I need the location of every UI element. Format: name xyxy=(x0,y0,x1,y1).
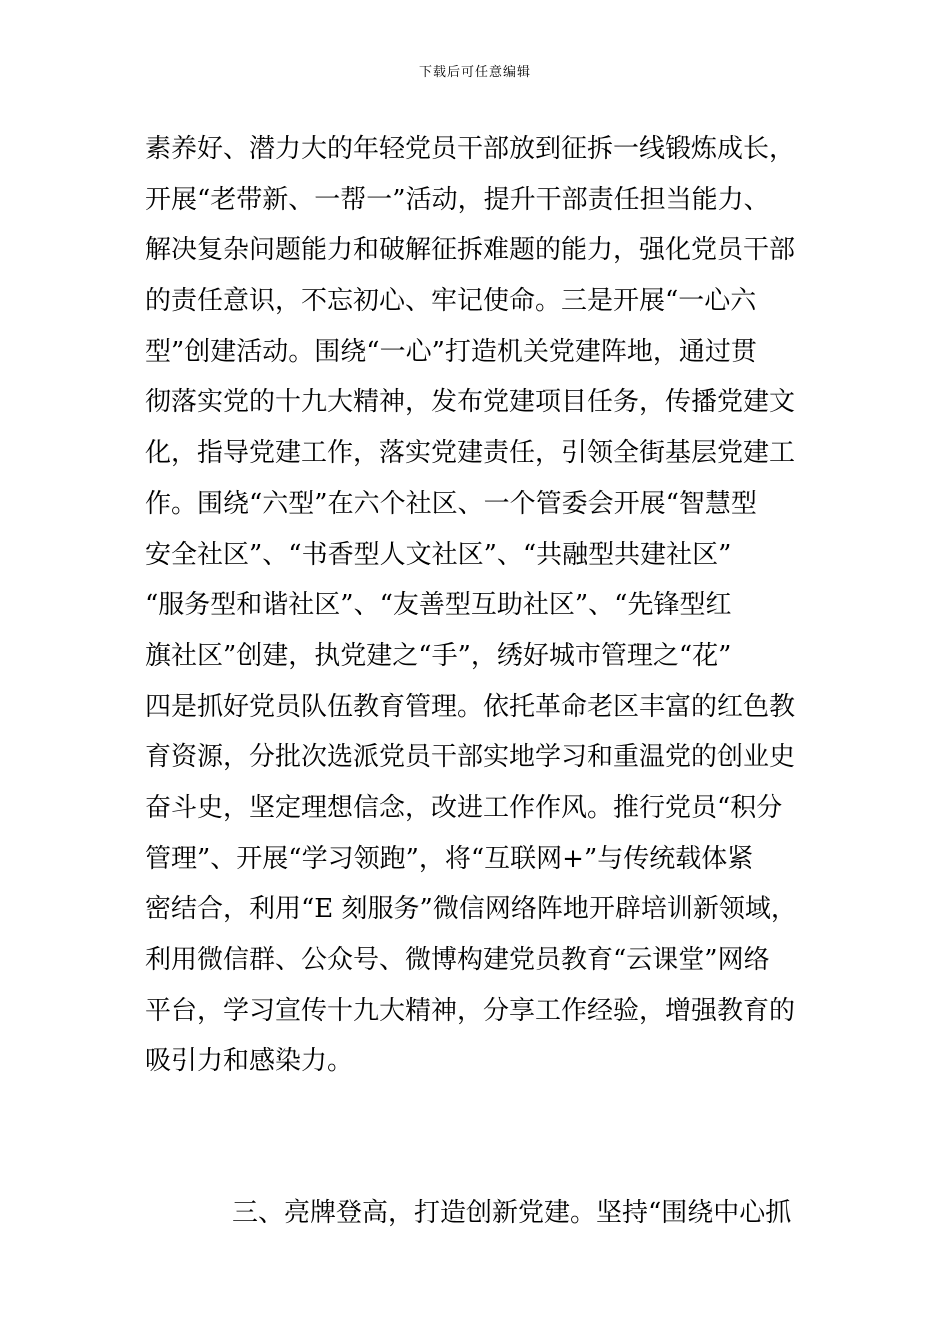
text-line: 开展“老带新、一帮一”活动，提升干部责任担当能力、 xyxy=(145,184,770,215)
text-line: 型”创建活动。围绕“一心”打造机关党建阵地，通过贯 xyxy=(145,336,757,367)
text-line: 四是抓好党员队伍教育管理。依托革命老区丰富的红色教 xyxy=(145,691,796,722)
text-line: 化，指导党建工作，落实党建责任，引领全街基层党建工 xyxy=(145,438,796,469)
text-line: 密结合，利用“E 刻服务”微信网络阵地开辟培训新领域， xyxy=(145,894,797,925)
paragraph-gap xyxy=(145,1087,825,1188)
text-line: 奋斗史，坚定理想信念，改进工作作风。推行党员“积分 xyxy=(145,792,783,823)
text-line: 彻落实党的十九大精神，发布党建项目任务，传播党建文 xyxy=(145,387,796,418)
text-line: 旗社区”创建，执党建之“手”，绣好城市管理之“花” xyxy=(145,640,732,671)
page-header: 下载后可任意编辑 xyxy=(418,65,531,80)
text-line: 利用微信群、公众号、微博构建党员教育“云课堂”网络 xyxy=(145,945,770,975)
text-line: 管理”、开展“学习领跑”，将“互联网+”与传统载体紧 xyxy=(145,843,754,874)
text-line: 素养好、潜力大的年轻党员干部放到征拆一线锻炼成长， xyxy=(145,134,796,164)
document-body xyxy=(145,124,825,1239)
text-line: 解决复杂问题能力和破解征拆难题的能力，强化党员干部 xyxy=(145,235,796,266)
text-line: 的责任意识，不忘初心、牢记使命。三是开展“一心六 xyxy=(145,286,757,317)
next-paragraph-line: 三、亮牌登高，打造创新党建。坚持“围绕中心抓 xyxy=(232,1198,792,1229)
text-line: 育资源，分批次选派党员干部实地学习和重温党的创业史 xyxy=(145,742,796,773)
text-line: 安全社区”、“书香型人文社区”、“共融型共建社区” xyxy=(145,539,732,570)
text-line: 吸引力和感染力。 xyxy=(145,1046,354,1077)
text-line: 平台，学习宣传十九大精神，分享工作经验，增强教育的 xyxy=(145,995,796,1026)
text-line: 作。围绕“六型”在六个社区、一个管委会开展“智慧型 xyxy=(145,488,757,519)
text-line: “服务型和谐社区”、“友善型互助社区”、“先锋型红 xyxy=(145,590,732,621)
